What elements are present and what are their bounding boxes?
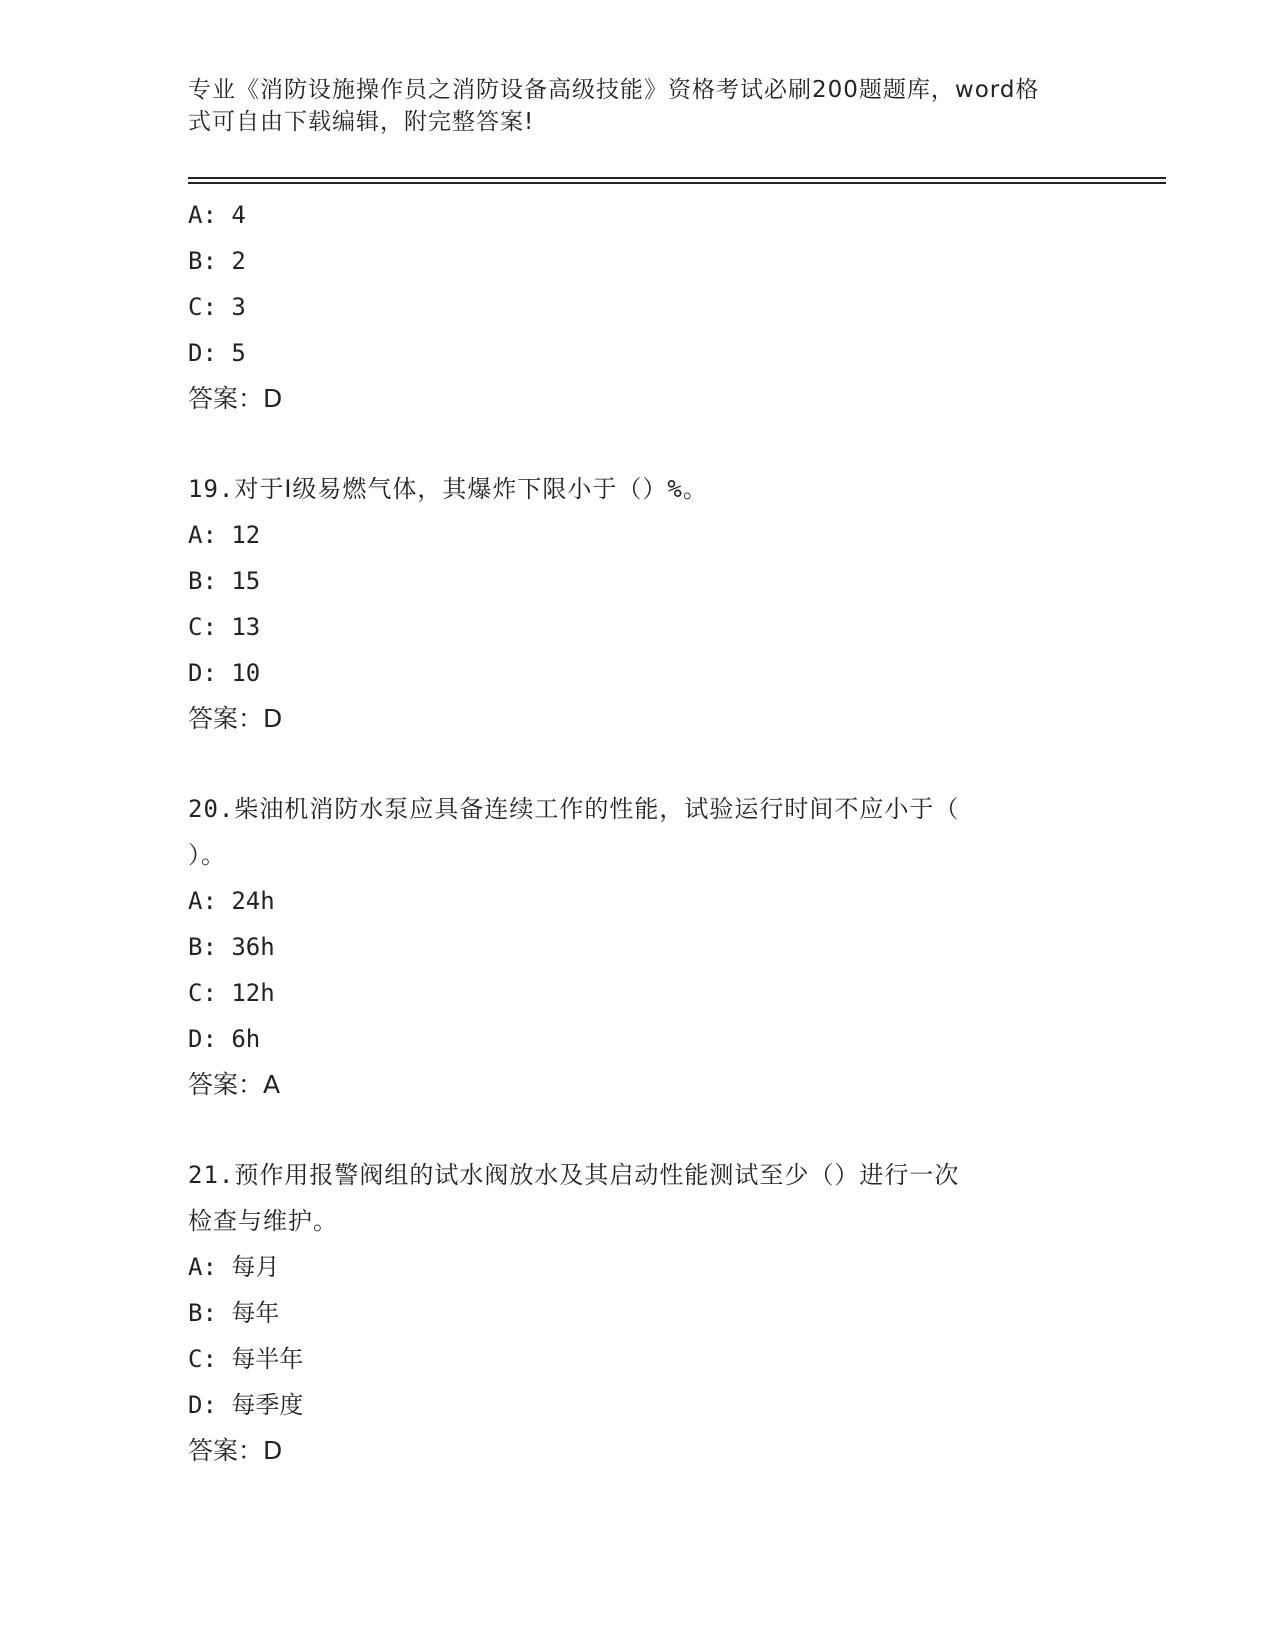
option-a: A: 12 [188, 521, 261, 549]
header-divider-top [188, 177, 1166, 179]
question-text-line-2: ）。 [188, 841, 226, 869]
option-a: A: 24h [188, 887, 275, 915]
question-19 [188, 466, 1088, 742]
header-line-1: 专业《消防设施操作员之消防设备高级技能》资格考试必刷200题题库，word格 [188, 77, 1040, 103]
option-d: D: 6h [188, 1025, 261, 1053]
question-text: 19.对于Ⅰ级易燃气体，其爆炸下限小于（）%。 [188, 475, 708, 503]
question-text-line-1: 21.预作用报警阀组的试水阀放水及其启动性能测试至少（）进行一次 [188, 1161, 960, 1189]
question-18 [188, 192, 1088, 422]
question-list [188, 192, 1088, 1474]
header-divider-bottom [188, 182, 1166, 184]
question-20 [188, 786, 1088, 1108]
option-d: D: 10 [188, 659, 261, 687]
option-c: C: 3 [188, 293, 246, 321]
option-a: A: 每月 [188, 1253, 280, 1281]
answer: 答案：D [188, 704, 283, 733]
option-b: B: 15 [188, 567, 261, 595]
question-text-line-2: 检查与维护。 [188, 1207, 338, 1235]
option-c: C: 每半年 [188, 1345, 304, 1373]
answer: 答案：D [188, 384, 283, 413]
answer: 答案：D [188, 1436, 283, 1465]
option-b: B: 每年 [188, 1299, 280, 1327]
header-line-2: 式可自由下载编辑，附完整答案! [188, 109, 535, 135]
option-c: C: 13 [188, 613, 261, 641]
option-b: B: 36h [188, 933, 275, 961]
answer: 答案：A [188, 1070, 281, 1099]
option-a: A: 4 [188, 201, 246, 229]
option-b: B: 2 [188, 247, 246, 275]
document-header [188, 74, 1068, 138]
option-d: D: 5 [188, 339, 246, 367]
question-21 [188, 1152, 1088, 1474]
question-text-line-1: 20.柴油机消防水泵应具备连续工作的性能，试验运行时间不应小于（ [188, 795, 960, 823]
option-c: C: 12h [188, 979, 275, 1007]
option-d: D: 每季度 [188, 1391, 304, 1419]
